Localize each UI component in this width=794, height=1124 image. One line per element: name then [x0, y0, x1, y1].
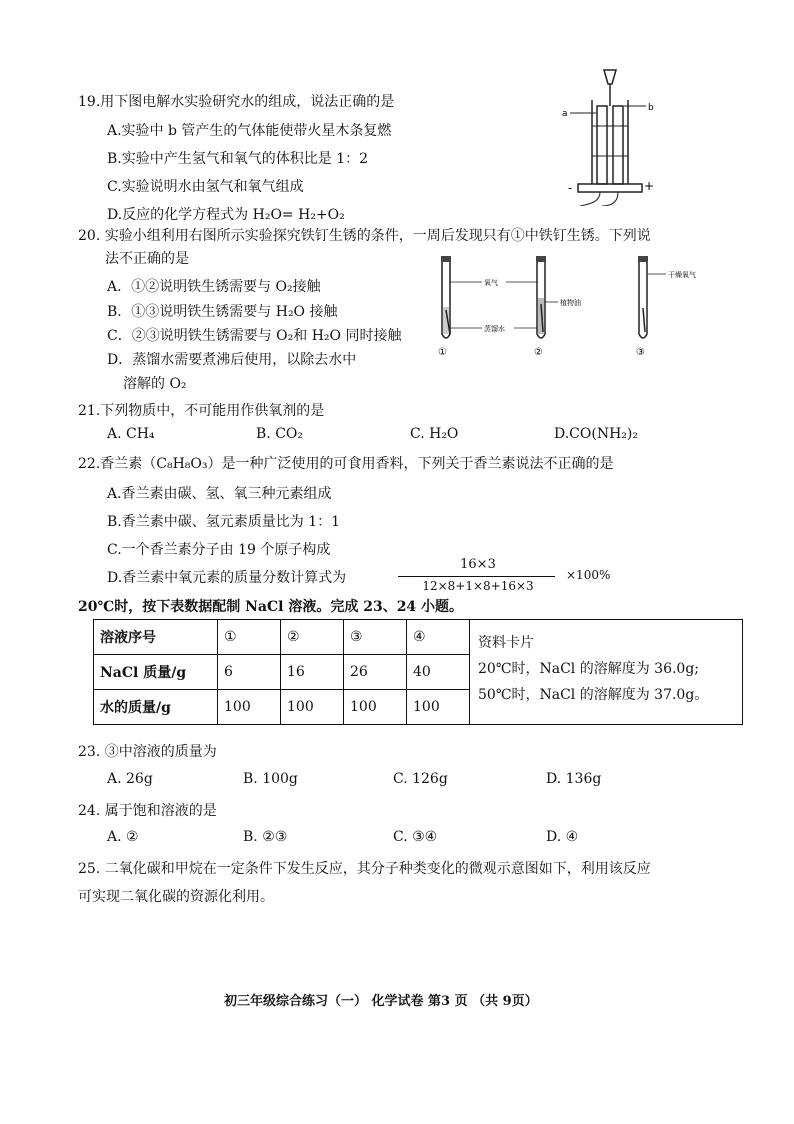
table-cell: 100 [281, 690, 344, 725]
info-card-title: 资料卡片 [478, 635, 534, 651]
q20-option-d: D．蒸馏水需要煮沸后使用，以除去水中 [107, 352, 357, 368]
page-footer: 初三年级综合练习（一） 化学试卷 第3 页 （共 9页） [224, 994, 538, 1009]
q19-option-b: B.实验中产生氢气和氧气的体积比是 1：2 [107, 151, 369, 167]
q21-option-c: C. H₂O [410, 426, 459, 442]
label-minus: - [568, 181, 573, 195]
fraction-suffix: ×100% [566, 568, 611, 582]
label-water: 蒸馏水 [484, 325, 505, 333]
label-a: a [562, 109, 568, 119]
q21-option-d: D.CO(NH₂)₂ [554, 426, 638, 442]
table-cell: 6 [218, 655, 281, 690]
info-card-line1: 20℃时，NaCl 的溶解度为 36.0g; [478, 661, 700, 677]
table-header-2: ② [281, 620, 344, 655]
q24-stem: 24. 属于饱和溶液的是 [78, 803, 217, 819]
fraction-numerator: 16×3 [460, 557, 496, 572]
fraction-bar [398, 576, 555, 577]
table-row-water-label: 水的质量/g [94, 690, 218, 725]
q21-stem: 21.下列物质中，不可能用作供氧剂的是 [78, 403, 325, 419]
q24-option-d: D. ④ [546, 829, 579, 845]
q23-option-b: B. 100g [243, 771, 298, 787]
q24-option-b: B. ②③ [243, 829, 288, 845]
fraction-denominator: 12×8+1×8+16×3 [422, 579, 534, 593]
label-air: 氧气 [484, 279, 498, 287]
label-tube-2: ② [534, 347, 543, 358]
info-card-line2: 50℃时，NaCl 的溶解度为 37.0g。 [478, 687, 709, 703]
q22-option-c: C.一个香兰素分子由 19 个原子构成 [107, 542, 331, 558]
q22-option-d: D.香兰素中氧元素的质量分数计算式为 [107, 570, 347, 586]
q25-line2: 可实现二氧化碳的资源化利用。 [78, 889, 274, 905]
label-tube-3: ③ [636, 347, 645, 358]
q20-stem-line1: 20. 实验小组利用右图所示实验探究铁钉生锈的条件，一周后发现只有①中铁钉生锈。下列说 [78, 228, 651, 244]
q19-stem: 19.用下图电解水实验研究水的组成，说法正确的是 [78, 94, 395, 110]
q20-option-b: B．①③说明铁生锈需要与 H₂O 接触 [107, 304, 338, 320]
table-header-4: ④ [407, 620, 470, 655]
q20-option-a: A．①②说明铁生锈需要与 O₂接触 [107, 279, 321, 295]
q19-option-a: A.实验中 b 管产生的气体能使带火星木条复燃 [107, 123, 392, 139]
q20-option-c: C．②③说明铁生锈需要与 O₂和 H₂O 同时接触 [107, 328, 402, 344]
q24-option-a: A. ② [107, 829, 139, 845]
q22-option-a: A.香兰素由碳、氢、氧三种元素组成 [107, 486, 332, 502]
label-oil: 植物油 [560, 299, 581, 307]
q22-option-b: B.香兰素中碳、氢元素质量比为 1：1 [107, 514, 341, 530]
table-header-3: ③ [344, 620, 407, 655]
table-cell: 100 [407, 690, 470, 725]
q21-option-b: B. CO₂ [256, 426, 303, 442]
table-row-nacl-label: NaCl 质量/g [94, 655, 218, 690]
table-cell: 40 [407, 655, 470, 690]
q23-option-a: A. 26g [107, 771, 153, 787]
table-cell: 26 [344, 655, 407, 690]
q21-option-a: A. CH₄ [107, 426, 155, 442]
table-cell: 100 [218, 690, 281, 725]
q20-stem-line2: 法不正确的是 [105, 251, 189, 267]
q23-option-c: C. 126g [393, 771, 448, 787]
test-tubes-figure [430, 252, 720, 362]
intro-23-24: 20℃时，按下表数据配制 NaCl 溶液。完成 23、24 小题。 [78, 599, 464, 615]
electrolysis-figure [560, 66, 670, 206]
q19-option-c: C.实验说明水由氢气和氧气组成 [107, 179, 304, 195]
q20-option-d-cont: 溶解的 O₂ [123, 376, 187, 392]
q19-option-d: D.反应的化学方程式为 H₂O= H₂+O₂ [107, 207, 345, 223]
table-header-1: ① [218, 620, 281, 655]
table-cell: 16 [281, 655, 344, 690]
q25-line1: 25. 二氧化碳和甲烷在一定条件下发生反应，其分子种类变化的微观示意图如下，利用该反应 [78, 861, 651, 877]
table-header-label: 溶液序号 [94, 620, 218, 655]
q23-stem: 23. ③中溶液的质量为 [78, 744, 217, 760]
label-dry-air: 干燥氧气 [668, 271, 696, 279]
label-tube-1: ① [438, 347, 447, 358]
q22-stem: 22.香兰素（C₈H₈O₃）是一种广泛使用的可食用香料，下列关于香兰素说法不正确的是 [78, 456, 614, 472]
nacl-table [93, 619, 743, 725]
label-plus: + [644, 179, 655, 193]
info-card [470, 620, 743, 725]
table-cell: 100 [344, 690, 407, 725]
q24-option-c: C. ③④ [393, 829, 438, 845]
q23-option-d: D. 136g [546, 771, 602, 787]
label-b: b [648, 103, 654, 113]
